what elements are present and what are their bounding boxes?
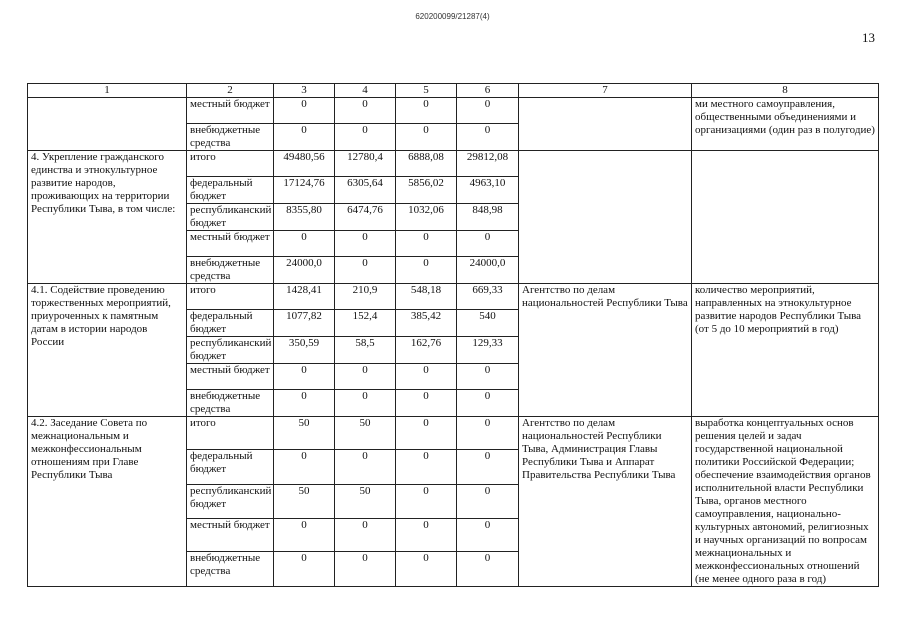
table-row [28,284,879,310]
amount-cell: 0 [457,519,519,552]
amount-cell: 152,4 [335,310,396,337]
amount-cell: 8355,80 [274,204,335,231]
amount-cell: 0 [274,519,335,552]
amount-cell: 0 [335,450,396,485]
amount-cell: 0 [274,450,335,485]
funding-source-cell: местный бюджет [187,519,274,552]
amount-cell: 0 [335,257,396,284]
amount-cell: 0 [396,484,457,519]
table-row [28,151,879,177]
amount-cell: 0 [335,364,396,390]
amount-cell: 669,33 [457,284,519,310]
amount-cell: 50 [274,484,335,519]
amount-cell: 0 [396,552,457,587]
funding-source-cell: внебюджетные средства [187,257,274,284]
amount-cell: 0 [396,124,457,151]
funding-source-cell: внебюджетные средства [187,552,274,587]
document-id: 620200099/21287(4) [415,12,490,21]
column-number-row [28,84,879,98]
responsible-cell: Агентство по делам национальностей Республики Тыва, Администрация Главы Республики Тыва и Аппарат Правительства Республики Тыва [519,417,692,587]
amount-cell: 540 [457,310,519,337]
measure-name-cell: 4. Укрепление гражданского единства и этнокультурное развитие народов, проживающих на территории Республики Тыва, в том числе: [28,151,187,284]
table-row [28,417,879,450]
amount-cell: 0 [457,390,519,417]
amount-cell: 0 [457,98,519,124]
column-number: 1 [28,84,187,98]
amount-cell: 0 [274,364,335,390]
amount-cell: 0 [335,124,396,151]
responsible-cell: Агентство по делам национальностей Республики Тыва [519,284,692,417]
funding-source-cell: местный бюджет [187,98,274,124]
amount-cell: 4963,10 [457,177,519,204]
amount-cell: 50 [274,417,335,450]
amount-cell: 0 [457,417,519,450]
amount-cell: 162,76 [396,337,457,364]
amount-cell: 0 [396,519,457,552]
amount-cell: 0 [396,417,457,450]
amount-cell: 58,5 [335,337,396,364]
funding-source-cell: внебюджетные средства [187,124,274,151]
page-number: 13 [862,30,875,45]
amount-cell: 0 [335,231,396,257]
amount-cell: 0 [274,390,335,417]
funding-source-cell: республиканский бюджет [187,204,274,231]
amount-cell: 0 [396,450,457,485]
amount-cell: 49480,56 [274,151,335,177]
responsible-cell [519,98,692,151]
funding-source-cell: республиканский бюджет [187,337,274,364]
column-number: 6 [457,84,519,98]
funding-source-cell: итого [187,417,274,450]
amount-cell: 50 [335,484,396,519]
amount-cell: 12780,4 [335,151,396,177]
expected-result-cell [692,151,879,284]
funding-source-cell: внебюджетные средства [187,390,274,417]
amount-cell: 6888,08 [396,151,457,177]
measure-name-cell [28,98,187,151]
funding-source-cell: итого [187,284,274,310]
amount-cell: 0 [335,519,396,552]
expected-result-cell: выработка концептуальных основ решения целей и задач государственной национальной политики Российской Федерации; обеспечение взаимодействия органов исполнительной власти Республики Тыва, органов местного самоуправления, национально-культурных автономий, религиозных и научных организаций по вопросам межнациональных и межконфессиональных отношений (не менее одного раза в год) [692,417,879,587]
amount-cell: 6474,76 [335,204,396,231]
funding-source-cell: местный бюджет [187,364,274,390]
program-table [27,83,879,587]
amount-cell: 0 [457,484,519,519]
amount-cell: 6305,64 [335,177,396,204]
amount-cell: 548,18 [396,284,457,310]
amount-cell: 1428,41 [274,284,335,310]
funding-source-cell: федеральный бюджет [187,177,274,204]
amount-cell: 0 [396,231,457,257]
amount-cell: 0 [274,552,335,587]
funding-source-cell: итого [187,151,274,177]
amount-cell: 0 [274,231,335,257]
table-row [28,98,879,124]
expected-result-cell: количество мероприятий, направленных на этнокультурное развитие народов Республики Тыва (от 5 до 10 мероприятий в год) [692,284,879,417]
amount-cell: 350,59 [274,337,335,364]
column-number: 2 [187,84,274,98]
amount-cell: 0 [396,364,457,390]
amount-cell: 385,42 [396,310,457,337]
amount-cell: 0 [274,124,335,151]
funding-source-cell: федеральный бюджет [187,310,274,337]
amount-cell: 50 [335,417,396,450]
amount-cell: 129,33 [457,337,519,364]
amount-cell: 0 [274,98,335,124]
column-number: 5 [396,84,457,98]
amount-cell: 0 [457,450,519,485]
amount-cell: 0 [335,98,396,124]
amount-cell: 1032,06 [396,204,457,231]
amount-cell: 0 [396,98,457,124]
column-number: 4 [335,84,396,98]
amount-cell: 0 [335,552,396,587]
amount-cell: 5856,02 [396,177,457,204]
amount-cell: 0 [396,390,457,417]
table-body [28,98,879,587]
responsible-cell [519,151,692,284]
amount-cell: 0 [457,231,519,257]
column-number: 8 [692,84,879,98]
amount-cell: 210,9 [335,284,396,310]
amount-cell: 0 [457,364,519,390]
amount-cell: 0 [396,257,457,284]
amount-cell: 24000,0 [457,257,519,284]
measure-name-cell: 4.1. Содействие проведению торжественных мероприятий, приуроченных к памятным датам в истории народов России [28,284,187,417]
expected-result-cell: ми местного самоуправления, общественными объединениями и организациями (один раз в полугодие) [692,98,879,151]
amount-cell: 0 [335,390,396,417]
amount-cell: 29812,08 [457,151,519,177]
funding-source-cell: местный бюджет [187,231,274,257]
column-number: 7 [519,84,692,98]
funding-source-cell: федеральный бюджет [187,450,274,485]
amount-cell: 24000,0 [274,257,335,284]
amount-cell: 17124,76 [274,177,335,204]
amount-cell: 0 [457,552,519,587]
measure-name-cell: 4.2. Заседание Совета по межнациональным и межконфессиональным отношениям при Главе Республики Тыва [28,417,187,587]
column-number: 3 [274,84,335,98]
funding-source-cell: республиканский бюджет [187,484,274,519]
amount-cell: 1077,82 [274,310,335,337]
amount-cell: 848,98 [457,204,519,231]
amount-cell: 0 [457,124,519,151]
